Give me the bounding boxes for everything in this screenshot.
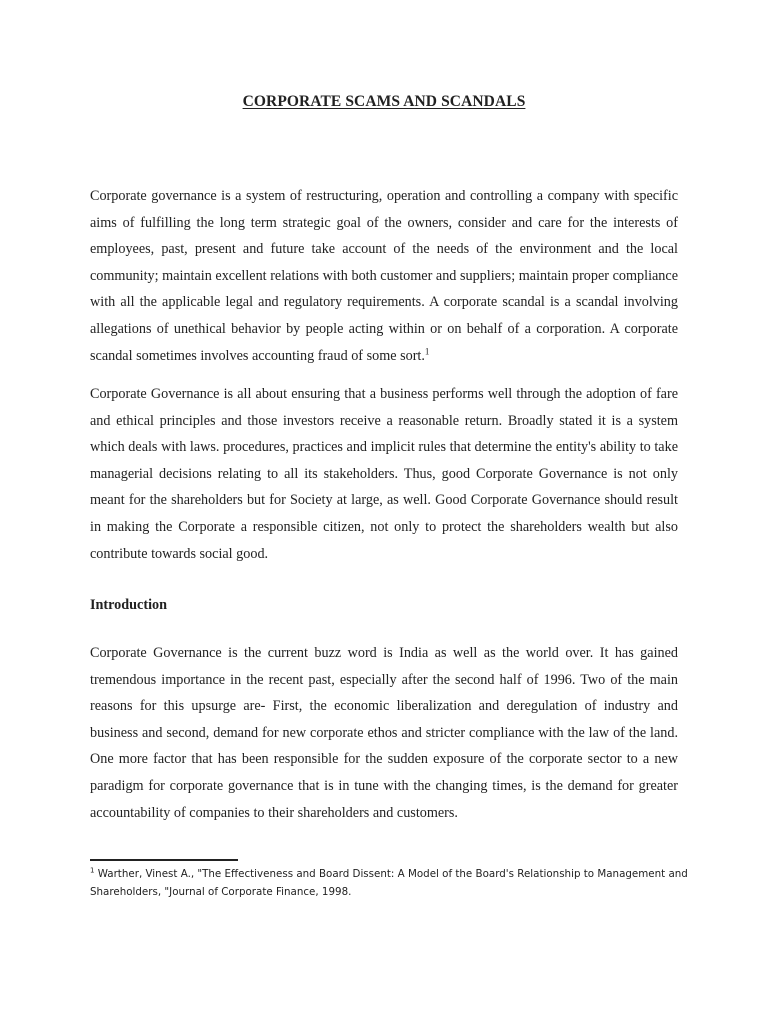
paragraph-text: Corporate governance is a system of restructuring, operation and controlling a company with specific aims of fulfilling the long term strategic goal of the owners, consider and care for the interests of employees, past, present and future take account of the needs of the environment and the local community; maintain excellent relations with both customer and suppliers; maintain proper compliance with all the applicable legal and regulatory requirements. A corporate scandal is a scandal involving allegations of unethical behavior by people acting within or on behalf of a corporation. A corporate scandal sometimes involves accounting fraud of some sort. [90,188,678,364]
paragraph-introduction: Corporate Governance is the current buzz word is India as well as the world over. It has gained tremendous importance in the recent past, especially after the second half of 1996. Two of the main reasons for this upsurge are- First, the economic liberalization and deregulation of industry and business and second, demand for new corporate ethos and stricter compliance with the law of the land. One more factor that has been responsible for the sudden exposure of the corporate sector to a new paradigm for corporate governance that is in tune with the changing times, is the demand for greater accountability of companies to their shareholders and customers. [90,645,678,821]
footnote-text: Warther, Vinest A., "The Effectiveness and Board Dissent: A Model of the Board's Relationship to Management and Shareholders, "Journal of Corporate Finance, 1998. [90,868,688,898]
footnote [90,865,690,901]
document-title: CORPORATE SCAMS AND SCANDALS [242,93,526,110]
footnote-number: 1 [90,866,95,875]
paragraph-corporate-governance-purpose: Corporate Governance is all about ensuring that a business performs well through the adoption of fare and ethical principles and those investors receive a reasonable return. Broadly stated it is a system which deals with laws. procedures, practices and implicit rules that determine the entity's ability to take managerial decisions relating to all its stakeholders. Thus, good Corporate Governance is not only meant for the shareholders but for Society at large, as well. Good Corporate Governance should result in making the Corporate a responsible citizen, not only to protect the shareholders wealth but also contribute towards social good. [90,386,678,562]
footnote-reference[interactable]: 1 [424,345,430,356]
section-heading-introduction: Introduction [90,597,167,613]
footnote-separator [90,859,238,861]
paragraph-corporate-governance-definition [90,183,678,369]
